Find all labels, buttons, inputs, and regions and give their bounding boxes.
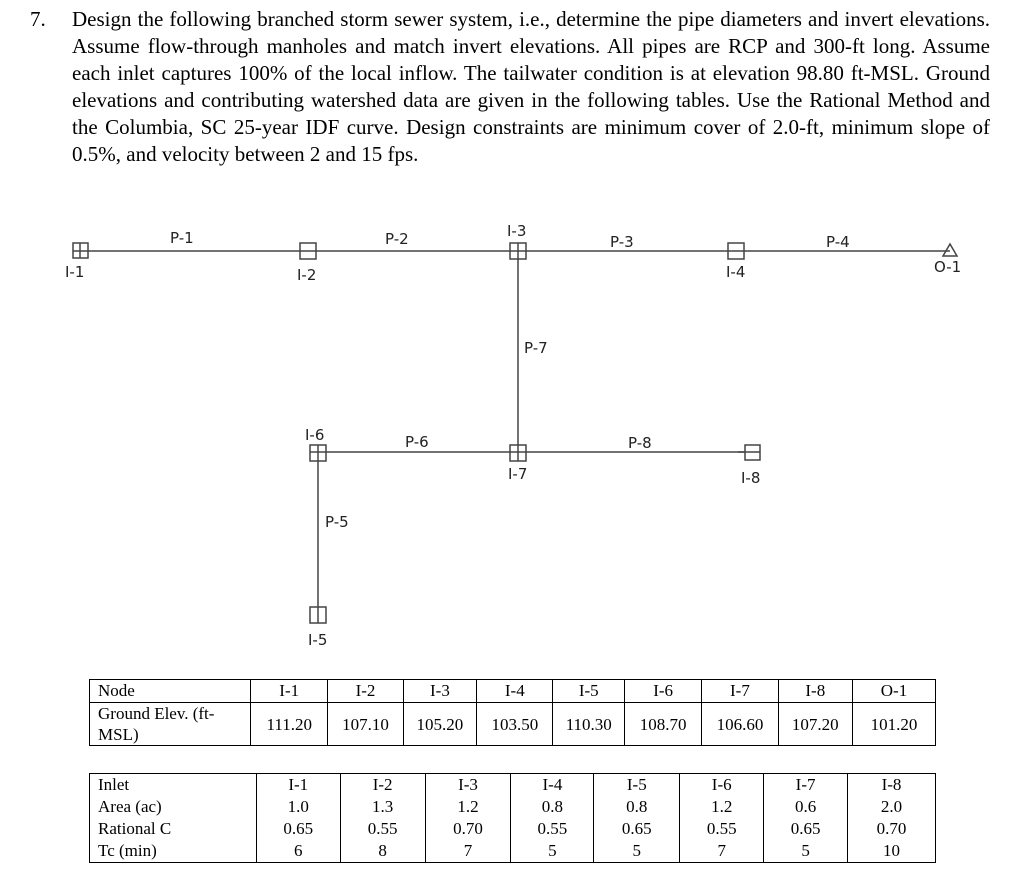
ground-table-node: I-3	[403, 680, 476, 703]
ground-table-value: 108.70	[625, 703, 702, 746]
ground-table-node: I-2	[328, 680, 403, 703]
inlet-table-value: 0.8	[594, 796, 680, 818]
ground-elevation-table	[89, 679, 936, 746]
ground-table-header-row	[90, 680, 936, 703]
inlet-table-value: 0.70	[425, 818, 511, 840]
ground-table-node: I-5	[553, 680, 625, 703]
inlet-table-area-row	[90, 796, 936, 818]
ground-table-value: 103.50	[477, 703, 553, 746]
sewer-network-diagram	[0, 210, 1024, 660]
inlet-table-value: 0.70	[848, 818, 936, 840]
inlet-i1-symbol	[73, 243, 88, 258]
inlet-table-inlet: I-3	[425, 774, 511, 797]
outfall-triangle-icon	[943, 244, 957, 256]
problem-number: 7.	[30, 7, 46, 31]
ground-table-value: 107.20	[778, 703, 852, 746]
inlet-i2-symbol	[300, 243, 316, 259]
pipe-label-p5: P-5	[325, 513, 349, 531]
ground-table-header-label: Node	[90, 680, 251, 703]
inlet-table-inlet: I-5	[594, 774, 680, 797]
inlet-table-value: 6	[256, 840, 340, 863]
inlet-table-inlet: I-7	[764, 774, 848, 797]
inlet-i4-symbol	[728, 243, 744, 259]
ground-table-value: 106.60	[702, 703, 778, 746]
inlet-table-value: 1.0	[256, 796, 340, 818]
pipe-label-p8: P-8	[628, 434, 652, 452]
inlet-table-inlet: I-4	[511, 774, 594, 797]
ground-table-node: I-4	[477, 680, 553, 703]
inlet-table-tc-row	[90, 840, 936, 863]
inlet-table-value: 1.2	[425, 796, 511, 818]
ground-table-node: I-1	[251, 680, 328, 703]
inlet-table-inlet: I-1	[256, 774, 340, 797]
ground-table-node: I-6	[625, 680, 702, 703]
inlet-table-inlet: I-6	[680, 774, 764, 797]
inlet-table-value: 0.65	[764, 818, 848, 840]
ground-table-value: 107.10	[328, 703, 403, 746]
inlet-i3-symbol	[510, 243, 526, 259]
pipe-label-p4: P-4	[826, 233, 850, 251]
inlet-i6-symbol	[310, 445, 326, 461]
node-label-i8: I-8	[741, 469, 761, 487]
node-label-i6: I-6	[305, 426, 325, 444]
inlet-table-value: 1.2	[680, 796, 764, 818]
inlet-table-inlet: I-8	[848, 774, 936, 797]
inlet-table-row-label: Area (ac)	[90, 796, 257, 818]
inlet-table-rational-c-row	[90, 818, 936, 840]
problem-statement	[30, 6, 990, 168]
ground-table-value: 111.20	[251, 703, 328, 746]
ground-table-row-label: Ground Elev. (ft-MSL)	[90, 703, 251, 746]
ground-table-node: I-8	[778, 680, 852, 703]
node-label-i4: I-4	[726, 263, 746, 281]
inlet-data-table	[89, 773, 936, 863]
inlet-table-value: 7	[680, 840, 764, 863]
inlet-table-value: 0.55	[511, 818, 594, 840]
inlet-table-value: 0.8	[511, 796, 594, 818]
inlet-table-value: 0.65	[256, 818, 340, 840]
inlet-table-value: 0.55	[340, 818, 425, 840]
node-label-i2: I-2	[297, 266, 317, 284]
inlet-table-value: 5	[594, 840, 680, 863]
inlet-table-value: 5	[511, 840, 594, 863]
ground-table-node: O-1	[853, 680, 936, 703]
inlet-table-value: 5	[764, 840, 848, 863]
pipe-label-p6: P-6	[405, 433, 429, 451]
inlet-table-value: 10	[848, 840, 936, 863]
ground-table-node: I-7	[702, 680, 778, 703]
inlet-table-value: 2.0	[848, 796, 936, 818]
inlet-table-value: 0.6	[764, 796, 848, 818]
pipe-label-p7: P-7	[524, 339, 548, 357]
inlet-table-header-label: Inlet	[90, 774, 257, 797]
inlet-table-row-label: Tc (min)	[90, 840, 257, 863]
problem-text: Design the following branched storm sewer system, i.e., determine the pipe diameters and invert elevations. Assume flow-through manholes and match invert elevations. All pipes are RCP and 300-ft long. Assume each inlet captures 100% of the local inflow. The tailwater condition is at elevation 98.80 ft-MSL. Ground elevations and contributing watershed data are given in the following tables. Use the Rational Method and the Columbia, SC 25-year IDF curve. Design constraints are minimum cover of 2.0-ft, minimum slope of 0.5%, and velocity between 2 and 15 fps.	[72, 7, 990, 166]
ground-table-value: 110.30	[553, 703, 625, 746]
ground-table-value: 105.20	[403, 703, 476, 746]
inlet-table-value: 7	[425, 840, 511, 863]
node-label-i1: I-1	[65, 263, 85, 281]
inlet-i8-symbol	[738, 445, 760, 460]
node-label-o1: O-1	[934, 258, 962, 276]
inlet-table-header-row	[90, 774, 936, 797]
inlet-table-value: 1.3	[340, 796, 425, 818]
inlet-table-row-label: Rational C	[90, 818, 257, 840]
pipe-label-p2: P-2	[385, 230, 409, 248]
inlet-i7-symbol	[510, 445, 526, 461]
inlet-table-value: 0.55	[680, 818, 764, 840]
inlet-table-value: 0.65	[594, 818, 680, 840]
pipe-label-p3: P-3	[610, 233, 634, 251]
node-label-i7: I-7	[508, 465, 528, 483]
ground-table-value: 101.20	[853, 703, 936, 746]
node-label-i5: I-5	[308, 631, 328, 649]
node-label-i3: I-3	[507, 222, 527, 240]
inlet-i5-symbol	[310, 607, 326, 623]
ground-table-elevation-row	[90, 703, 936, 746]
pipe-label-p1: P-1	[170, 229, 194, 247]
inlet-table-inlet: I-2	[340, 774, 425, 797]
inlet-table-value: 8	[340, 840, 425, 863]
